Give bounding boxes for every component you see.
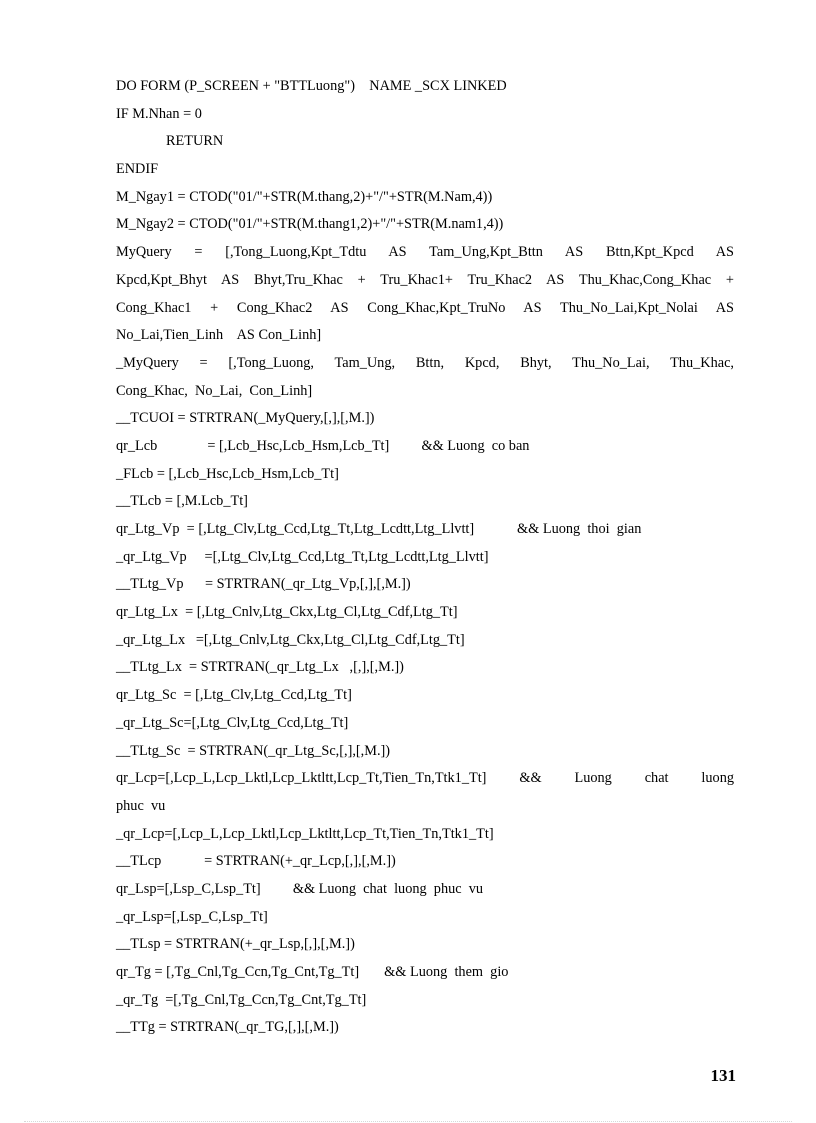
- code-line: RETURN: [166, 133, 224, 150]
- footer-divider: [24, 1121, 792, 1122]
- code-line: _qr_Lsp=[,Lsp_C,Lsp_Tt]: [116, 908, 268, 925]
- code-line: __TLsp = STRTRAN(+_qr_Lsp,[,],[,M.]): [116, 936, 355, 953]
- code-line: Kpcd,Kpt_Bhyt AS Bhyt,Tru_Khac + Tru_Khac1+ Tru_Khac2 AS Thu_Khac,Cong_Khac +: [116, 271, 734, 288]
- code-line: No_Lai,Tien_Linh AS Con_Linh]: [116, 327, 322, 344]
- code-line: qr_Lcp=[,Lcp_L,Lcp_Lktl,Lcp_Lktltt,Lcp_Tt,Tien_Tn,Ttk1_Tt] && Luong chat luong: [116, 770, 734, 787]
- code-line: MyQuery = [,Tong_Luong,Kpt_Tdtu AS Tam_Ung,Kpt_Bttn AS Bttn,Kpt_Kpcd AS: [116, 244, 734, 261]
- code-line: __TLcb = [,M.Lcb_Tt]: [116, 493, 248, 510]
- code-line: _qr_Lcp=[,Lcp_L,Lcp_Lktl,Lcp_Lktltt,Lcp_Tt,Tien_Tn,Ttk1_Tt]: [116, 825, 494, 842]
- code-line: _qr_Ltg_Vp =[,Ltg_Clv,Ltg_Ccd,Ltg_Tt,Ltg_Lcdtt,Ltg_Llvtt]: [116, 548, 489, 565]
- code-line: __TCUOI = STRTRAN(_MyQuery,[,],[,M.]): [116, 410, 375, 427]
- code-line: phuc vu: [116, 797, 166, 814]
- code-line: __TLtg_Sc = STRTRAN(_qr_Ltg_Sc,[,],[,M.]): [116, 742, 391, 759]
- code-line: qr_Ltg_Sc = [,Ltg_Clv,Ltg_Ccd,Ltg_Tt]: [116, 687, 352, 704]
- code-line: IF M.Nhan = 0: [116, 105, 202, 122]
- code-line: qr_Lcb = [,Lcb_Hsc,Lcb_Hsm,Lcb_Tt] && Luong co ban: [116, 437, 530, 454]
- code-line: __TTg = STRTRAN(_qr_TG,[,],[,M.]): [116, 1019, 339, 1036]
- code-line: Cong_Khac, No_Lai, Con_Linh]: [116, 382, 313, 399]
- code-listing: [116, 73, 734, 1042]
- code-line: _qr_Ltg_Sc=[,Ltg_Clv,Ltg_Ccd,Ltg_Tt]: [116, 714, 349, 731]
- code-line: qr_Tg = [,Tg_Cnl,Tg_Ccn,Tg_Cnt,Tg_Tt] && Luong them gio: [116, 964, 509, 980]
- code-line: qr_Ltg_Vp = [,Ltg_Clv,Ltg_Ccd,Ltg_Tt,Ltg_Lcdtt,Ltg_Llvtt] && Luong thoi gian: [116, 521, 642, 537]
- code-line: Cong_Khac1 + Cong_Khac2 AS Cong_Khac,Kpt_TruNo AS Thu_No_Lai,Kpt_Nolai AS: [116, 299, 734, 316]
- code-line: _qr_Ltg_Lx =[,Ltg_Cnlv,Ltg_Ckx,Ltg_Cl,Ltg_Cdf,Ltg_Tt]: [116, 631, 465, 648]
- code-line: _MyQuery = [,Tong_Luong, Tam_Ung, Bttn, Kpcd, Bhyt, Thu_No_Lai, Thu_Khac,: [116, 354, 734, 371]
- code-line: M_Ngay2 = CTOD("01/"+STR(M.thang1,2)+"/"+STR(M.nam1,4)): [116, 216, 504, 233]
- code-line: __TLcp = STRTRAN(+_qr_Lcp,[,],[,M.]): [116, 853, 396, 870]
- code-line: _qr_Tg =[,Tg_Cnl,Tg_Ccn,Tg_Cnt,Tg_Tt]: [116, 991, 367, 1008]
- code-line: qr_Lsp=[,Lsp_C,Lsp_Tt] && Luong chat luong phuc vu: [116, 880, 484, 897]
- code-line: ENDIF: [116, 161, 159, 178]
- code-line: qr_Ltg_Lx = [,Ltg_Cnlv,Ltg_Ckx,Ltg_Cl,Ltg_Cdf,Ltg_Tt]: [116, 604, 458, 621]
- page-number: 131: [710, 1066, 736, 1085]
- code-line: __TLtg_Vp = STRTRAN(_qr_Ltg_Vp,[,],[,M.]): [116, 576, 411, 593]
- code-line: M_Ngay1 = CTOD("01/"+STR(M.thang,2)+"/"+STR(M.Nam,4)): [116, 188, 493, 205]
- code-line: _FLcb = [,Lcb_Hsc,Lcb_Hsm,Lcb_Tt]: [116, 465, 339, 482]
- code-line: __TLtg_Lx = STRTRAN(_qr_Ltg_Lx ,[,],[,M.]): [116, 659, 404, 676]
- code-line: DO FORM (P_SCREEN + "BTTLuong") NAME _SCX LINKED: [116, 78, 507, 94]
